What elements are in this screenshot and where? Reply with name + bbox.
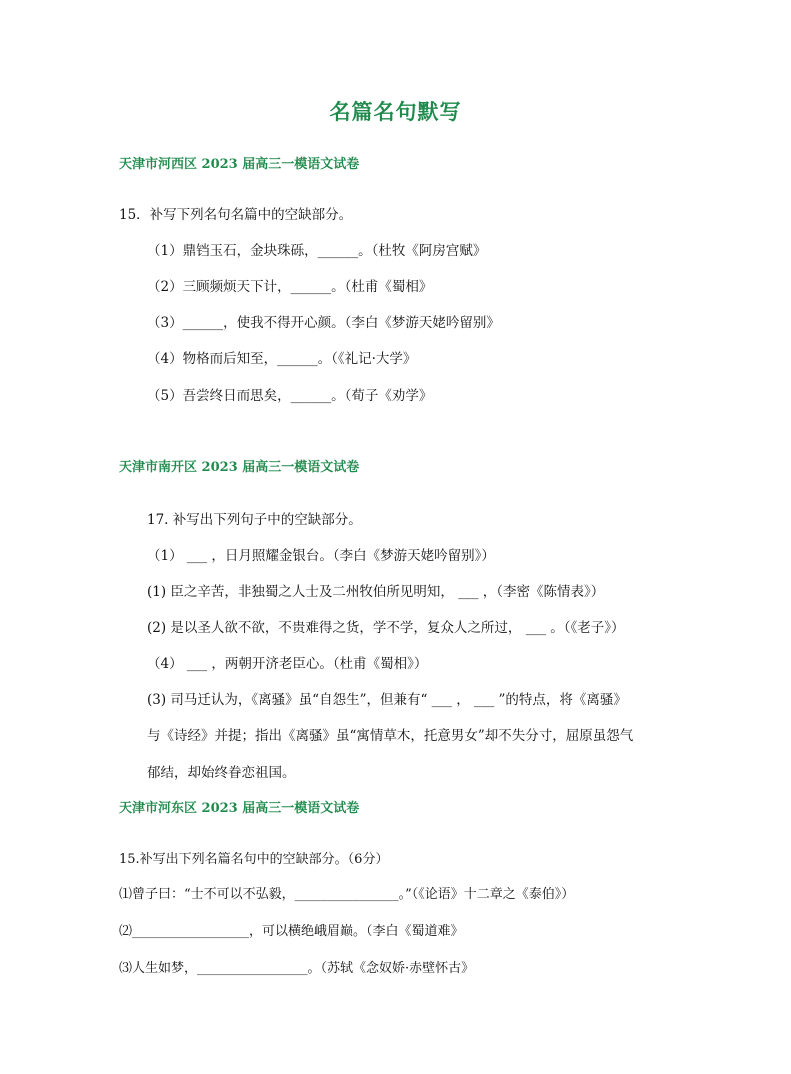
section-heading-hexi: 天津市河西区 2023 届高三一模语文试卷 <box>119 157 360 172</box>
item-line: ⑴曾子曰：“士不可以不弘毅，________________。”（《论语》十二章之《泰伯》） <box>119 887 575 902</box>
item-line: （4） ___ ，两朝开济老臣心。（杜甫《蜀相》） <box>147 656 428 672</box>
item-line: （5）吾尝终日而思矣，______。（荀子《劝学》 <box>147 388 433 404</box>
item-line: （3）______，使我不得开心颜。（李白《梦游天姥吟留别》 <box>147 315 500 331</box>
question-15-hexi: 15．补写下列名句名篇中的空缺部分。 <box>119 207 353 223</box>
item-line: ⑵__________________，可以横绝峨眉巅。（李白《蜀道难》 <box>119 924 464 939</box>
item-line: （2）三顾频烦天下计，______。（杜甫《蜀相》 <box>147 279 433 295</box>
item-line: （1） ___ ，日月照耀金银台。（李白《梦游天姥吟留别》） <box>147 548 495 564</box>
section-heading-hedong: 天津市河东区 2023 届高三一模语文试卷 <box>119 801 360 816</box>
item-line: (3) 司马迁认为，《离骚》虽“自怨生”，但兼有“ ___ ， ___ ”的特点，将《离骚》 <box>147 692 627 708</box>
item-line: 郁结，却始终眷恋祖国。 <box>147 765 296 781</box>
item-line: 与《诗经》并提；指出《离骚》虽“寓情草木，托意男女”却不失分寸，屈原虽怨气 <box>147 728 634 744</box>
item-line: (2) 是以圣人欲不欲，不贵难得之货，学不学，复众人之所过， ___ 。（《老子》） <box>147 620 625 636</box>
item-line: （1）鼎铛玉石，金块珠砾，______。（杜牧《阿房宫赋》 <box>147 243 487 259</box>
item-line: （4）物格而后知至，______。（《礼记·大学》 <box>147 351 417 367</box>
page-title: 名篇名句默写 <box>329 99 462 124</box>
item-line: (1) 臣之辛苦，非独蜀之人士及二州牧伯所见明知， ___ ，（李密《陈情表》） <box>147 584 605 600</box>
question-17-nankai: 17. 补写出下列句子中的空缺部分。 <box>147 512 362 528</box>
question-15-hedong: 15.补写出下列名篇名句中的空缺部分。（6分） <box>119 852 389 867</box>
section-heading-nankai: 天津市南开区 2023 届高三一模语文试卷 <box>119 460 360 475</box>
item-line: ⑶人生如梦，_________________。（苏轼《念奴娇·赤壁怀古》 <box>119 961 475 976</box>
